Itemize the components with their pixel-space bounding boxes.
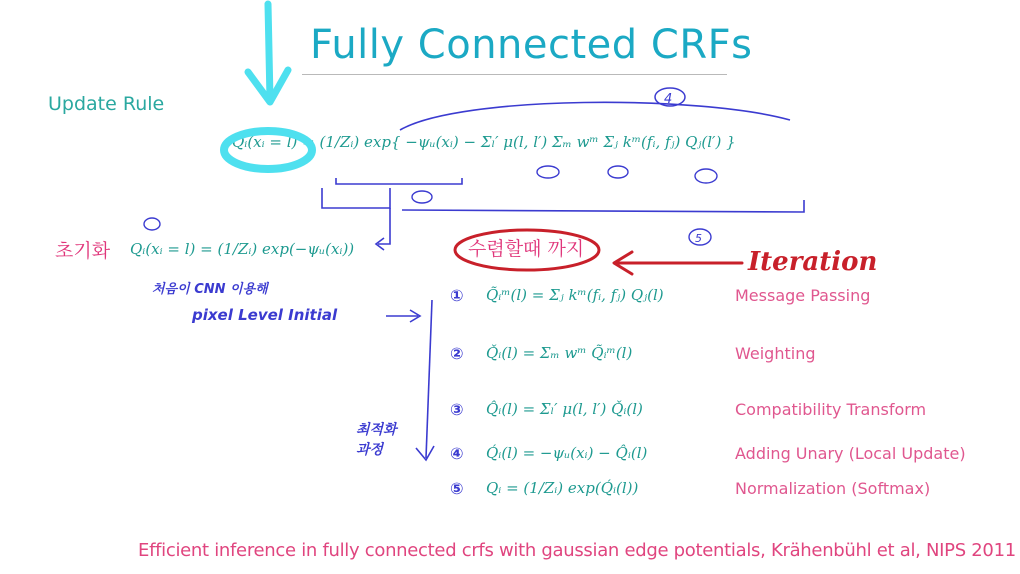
- circle-3: [537, 166, 559, 178]
- circle-0-init: [144, 218, 160, 230]
- blue-bracket-right: [402, 200, 804, 212]
- step-number: ③: [450, 400, 464, 419]
- step-number: ②: [450, 344, 464, 363]
- step-number: ④: [450, 444, 464, 463]
- step-number: ①: [450, 286, 464, 305]
- slide-title: Fully Connected CRFs: [310, 22, 753, 68]
- iteration-annotation: Iteration: [748, 247, 878, 277]
- blue-process-line-head: [416, 446, 434, 460]
- svg-text:4: 4: [664, 92, 673, 107]
- step-number: ⑤: [450, 479, 464, 498]
- step-equation: Q̃ᵢᵐ(l) = Σⱼ kᵐ(fᵢ, fⱼ) Qⱼ(l): [486, 286, 664, 304]
- circle-0: [412, 191, 432, 203]
- blue-bracket-small: [336, 178, 462, 184]
- cyan-arrow: [268, 4, 270, 100]
- step-equation: Q̂ᵢ(l) = Σₗ′ μ(l, l′) Q̌ᵢ(l): [486, 400, 643, 418]
- update-rule-label: Update Rule: [48, 93, 165, 115]
- step-label: Adding Unary (Local Update): [735, 444, 966, 463]
- step-equation: Qᵢ = (1/Zᵢ) exp(Q́ᵢ(l)): [486, 479, 639, 497]
- init-equation: Qᵢ(xᵢ = l) = (1/Zᵢ) exp(−ψᵤ(xᵢ)): [130, 240, 355, 258]
- blue-arc: [400, 102, 790, 130]
- svg-text:5: 5: [695, 232, 702, 245]
- optimize-note: 최적화 과정: [356, 422, 397, 458]
- circle-1: [695, 169, 717, 183]
- step-label: Normalization (Softmax): [735, 479, 931, 498]
- init-label: 초기화: [55, 240, 111, 262]
- blue-process-line: [426, 300, 432, 458]
- cyan-highlight-ellipse: [224, 131, 312, 169]
- converge-label: 수렴할때 까지: [468, 238, 585, 260]
- pixel-level-note: pixel Level Initial: [192, 306, 338, 324]
- red-converge-ellipse: [455, 230, 599, 270]
- citation: Efficient inference in fully connected crfs with gaussian edge potentials, Krähenbühl et al, NIPS 2011: [138, 540, 1016, 561]
- step-label: Compatibility Transform: [735, 400, 927, 419]
- step-label: Weighting: [735, 344, 816, 363]
- circle-2: [608, 166, 628, 178]
- step-equation: Q̌ᵢ(l) = Σₘ wᵐ Q̃ᵢᵐ(l): [486, 344, 633, 362]
- cnn-note: 처음이 CNN 이용해: [152, 282, 268, 297]
- step-label: Message Passing: [735, 286, 871, 305]
- blue-bracket-left: [322, 188, 390, 208]
- step-equation: Q́ᵢ(l) = −ψᵤ(xᵢ) − Q̂ᵢ(l): [486, 444, 648, 462]
- main-equation: Qᵢ(xᵢ = l) = (1/Zᵢ) exp{ −ψᵤ(xᵢ) − Σₗ′ μ(l, l′) Σₘ wᵐ Σⱼ kᵐ(fᵢ, fⱼ) Qⱼ(l′) }: [232, 133, 736, 151]
